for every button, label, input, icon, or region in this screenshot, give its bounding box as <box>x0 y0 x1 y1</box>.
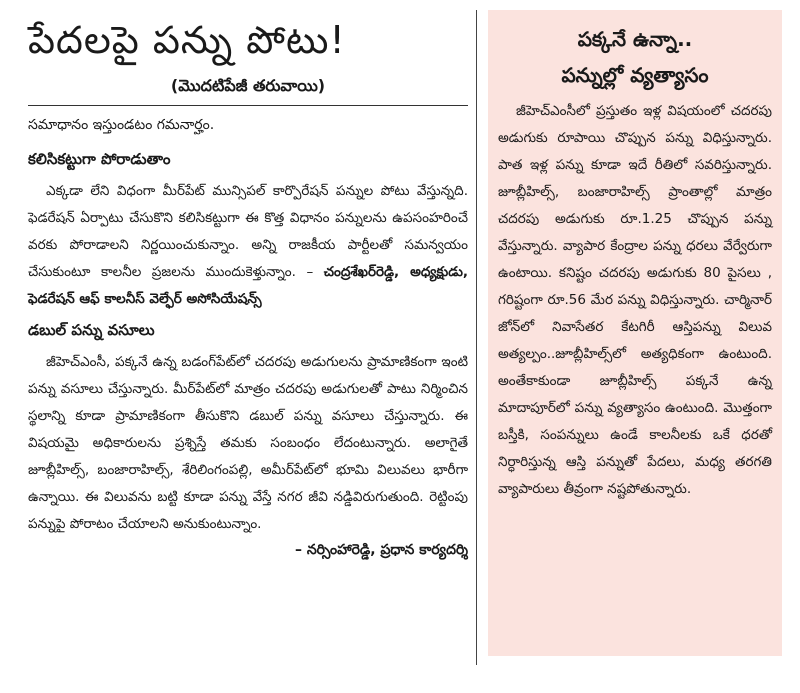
sidebar-title-line2: పన్నుల్లో వ్యత్యాసం <box>561 63 709 87</box>
divider <box>28 105 468 106</box>
sidebar-title-line1: పక్కనే ఉన్నా.. <box>577 27 693 51</box>
continued-note: (మొదటిపేజీ తరువాయి) <box>170 76 326 95</box>
section-body-double-tax: జీహెచ్‌ఎంసీ, పక్కనే ఉన్న బడంగ్‌పేట్‌లో చదరపు అడుగులను ప్రామాణికంగా ఇంటి పన్ను వసూలు చేస్తున్నారు. మీర్‌పేట్‌లో మాత్రం చదరపు అడుగులతో పాటు నిర్మించిన స్థలాన్ని కూడా ప్రామాణికంగా తీసుకొని డబుల్‌ పన్ను వసూలు చేస్తున్నారు. ఈ విషయమై అధికారులను ప్రశ్నిస్తే తమకు సంబంధం లేదంటున్నారు. అలాగైతే జూబ్లీహిల్స్‌, బంజారాహిల్స్‌, శేరిలింగంపల్లి, అమీర్‌పేట్‌లో భూమి విలువలు భారీగా ఉన్నాయి. ఈ విలువను బట్టి కూడా పన్ను వేస్తే నగర జీవి నడ్డివిరుగుతుంది. రెట్టింపు పన్నుపై పోరాటం చేయాలని అనుకుంటున్నాం. <box>28 354 468 532</box>
signature-secretary: – నర్సింహారెడ్డి, ప్రధాన కార్యదర్శి <box>294 542 468 558</box>
section-heading-double-tax: డబుల్‌ పన్ను వసూలు <box>28 321 155 339</box>
headline: పేదలపై పన్ను పోటు! <box>28 18 346 62</box>
column-divider <box>476 10 477 665</box>
section-body-fight-text: ఎక్కడా లేని విధంగా మీర్‌పేట్‌ మున్సిపల్‌ కార్పొరేషన్‌ పన్నుల పోటు వేస్తున్నది. ఫెడరేషన్‌ ఏర్పాటు చేసుకొని కలిసికట్టుగా ఈ కొత్త విధానం పన్నులను ఉపసంహరించే వరకు పోరాడాలని నిర్ణయించుకున్నాం. అన్ని రాజకీయ పార్టీలతో సమన్వయం చేసుకుంటూ కాలనీల ప్రజలను ముందుకెళ్తున్నాం. – <box>28 183 468 280</box>
main-article <box>28 10 468 561</box>
section-body-fight <box>28 178 468 313</box>
section-heading-fight: కలిసికట్టుగా పోరాడుతాం <box>28 150 171 168</box>
sidebar-box <box>488 10 782 656</box>
sidebar-body: జీహెచ్‌ఎంసీలో ప్రస్తుతం ఇళ్ల విషయంలో చదరపు అడుగుకు రూపాయి చొప్పున పన్ను విధిస్తున్నారు. పాత ఇళ్ల పన్ను కూడా ఇదే రీతిలో సవరిస్తున్నారు. జూబ్లీహిల్స్‌, బంజారాహిల్స్‌ ప్రాంతాల్లో మాత్రం చదరపు అడుగుకు రూ.1.25 చొప్పున పన్ను వేస్తున్నారు. వ్యాపార కేంద్రాల పన్ను ధరలు వేర్వేరుగా ఉంటాయి. కనిష్టం చదరపు అడుగుకు 80 పైసలు , గరిష్టంగా రూ.56 మేర పన్ను విధిస్తున్నారు. చార్మినార్‌ జోన్‌లో నివాసేతర కేటగిరీ ఆస్తిపన్ను విలువ అత్యల్పం..జూబ్లీహిల్స్‌లో అత్యధికంగా ఉంటుంది. అంతేకాకుండా జూబ్లీహిల్స్‌ పక్కనే ఉన్న మాదాపూర్‌లో పన్ను వ్యత్యాసం ఉంటుంది. మొత్తంగా బస్తీకి, సంపన్నులు ఉండే కాలనీలకు ఒకే ధరతో నిర్ధారిస్తున్న ఆస్తి పన్నుతో పేదలు, మధ్య తరగతి వ్యాపారులు తీవ్రంగా నష్టపోతున్నారు. <box>498 103 772 497</box>
intro-text: సమాధానం ఇస్తుండటం గమనార్హం. <box>28 117 215 133</box>
signature-president: చంద్రశేఖర్‌రెడ్డి, అధ్యక్షుడు, ఫెడరేషన్‌ ఆఫ్‌ కాలనీస్‌ వెల్ఫేర్‌ అసోసియేషన్స్‌ <box>28 264 469 307</box>
